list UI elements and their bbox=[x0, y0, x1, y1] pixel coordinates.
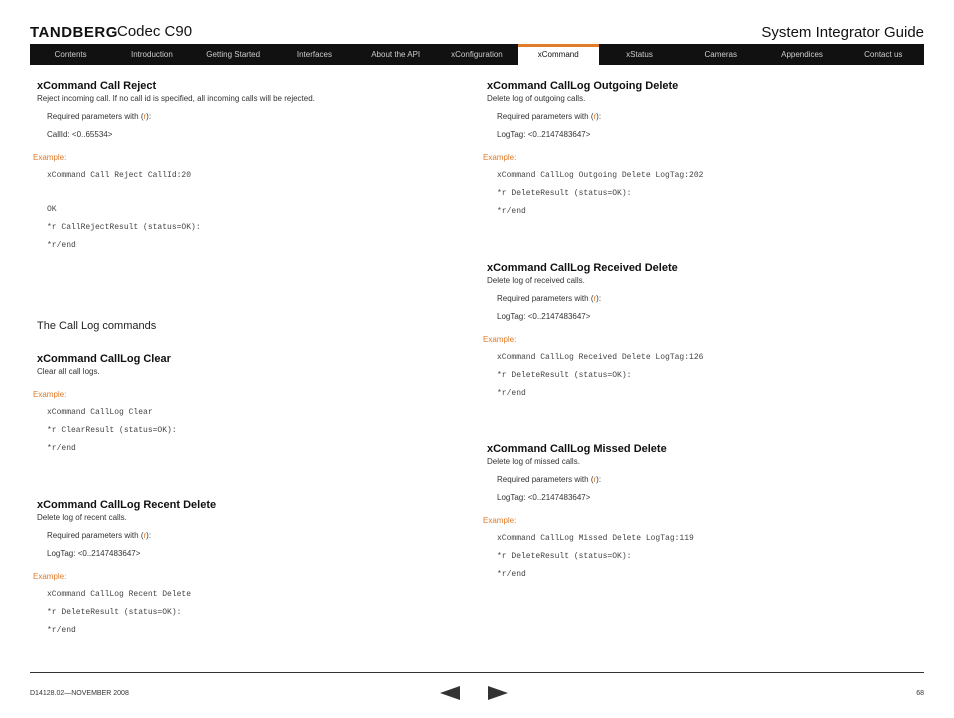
nav-contact[interactable]: Contact us bbox=[864, 50, 903, 59]
example-label: Example: bbox=[33, 390, 67, 399]
param: LogTag: <0..2147483647> bbox=[497, 130, 591, 139]
group-title: The Call Log commands bbox=[37, 320, 157, 332]
code-line: xCommand CallLog Missed Delete LogTag:119 bbox=[497, 534, 694, 543]
param: CallId: <0..65534> bbox=[47, 130, 113, 139]
example-label: Example: bbox=[483, 516, 517, 525]
section-calllog-recent bbox=[33, 499, 467, 635]
code-line: *r DeleteResult (status=OK): bbox=[497, 189, 632, 198]
code-line: xCommand CallLog Recent Delete bbox=[47, 590, 192, 599]
prev-page-arrow-icon[interactable] bbox=[440, 686, 460, 700]
section-calllog-missed bbox=[483, 443, 917, 579]
code-line: *r/end bbox=[497, 207, 526, 216]
product-name: Codec C90 bbox=[117, 23, 193, 40]
top-nav bbox=[30, 44, 924, 65]
example-label: Example: bbox=[33, 572, 67, 581]
param: LogTag: <0..2147483647> bbox=[497, 493, 591, 502]
next-page-arrow-icon[interactable] bbox=[488, 686, 508, 700]
section-desc: Delete log of outgoing calls. bbox=[487, 94, 586, 103]
guide-title: System Integrator Guide bbox=[761, 24, 924, 41]
nav-about-api[interactable]: About the API bbox=[371, 50, 421, 59]
nav-interfaces[interactable]: Interfaces bbox=[296, 50, 332, 59]
section-title: xCommand Call Reject bbox=[37, 80, 157, 92]
nav-getting-started[interactable]: Getting Started bbox=[206, 50, 261, 59]
example-label: Example: bbox=[483, 335, 517, 344]
nav-cameras[interactable]: Cameras bbox=[704, 50, 737, 59]
param: LogTag: <0..2147483647> bbox=[47, 549, 141, 558]
section-desc: Delete log of received calls. bbox=[487, 276, 585, 285]
section-calllog-clear bbox=[33, 353, 467, 453]
code-line: xCommand CallLog Outgoing Delete LogTag:202 bbox=[497, 171, 704, 180]
section-calllog-outgoing bbox=[483, 80, 917, 216]
required-params: Required parameters with (r): bbox=[47, 112, 152, 121]
example-label: Example: bbox=[483, 153, 517, 162]
footer-divider bbox=[30, 672, 924, 673]
section-calllog-received bbox=[483, 262, 917, 398]
required-params: Required parameters with (r): bbox=[497, 475, 602, 484]
code-line: OK bbox=[47, 205, 57, 214]
code-line: *r DeleteResult (status=OK): bbox=[47, 608, 182, 617]
code-line: *r/end bbox=[497, 389, 526, 398]
section-desc: Clear all call logs. bbox=[37, 367, 100, 376]
code-line: *r/end bbox=[47, 241, 76, 250]
nav-appendices[interactable]: Appendices bbox=[781, 50, 823, 59]
section-desc: Delete log of recent calls. bbox=[37, 513, 127, 522]
required-params: Required parameters with (r): bbox=[497, 112, 602, 121]
section-call-reject bbox=[33, 80, 467, 250]
nav-introduction[interactable]: Introduction bbox=[130, 50, 173, 59]
example-label: Example: bbox=[33, 153, 67, 162]
section-desc: Reject incoming call. If no call id is specified, all incoming calls will be rejected. bbox=[37, 94, 315, 103]
required-params: Required parameters with (r): bbox=[497, 294, 602, 303]
code-line: *r/end bbox=[47, 444, 76, 453]
nav-contents[interactable]: Contents bbox=[54, 50, 87, 59]
param: LogTag: <0..2147483647> bbox=[497, 312, 591, 321]
code-line: xCommand CallLog Received Delete LogTag:126 bbox=[497, 353, 704, 362]
section-title: xCommand CallLog Received Delete bbox=[487, 262, 678, 274]
page-number: 68 bbox=[916, 690, 924, 697]
nav-xstatus[interactable]: xStatus bbox=[626, 50, 653, 59]
code-line: *r DeleteResult (status=OK): bbox=[497, 552, 632, 561]
code-line: *r CallRejectResult (status=OK): bbox=[47, 223, 201, 232]
doc-id: D14128.02—NOVEMBER 2008 bbox=[30, 690, 129, 697]
code-line: xCommand CallLog Clear bbox=[47, 408, 153, 417]
section-title: xCommand CallLog Clear bbox=[37, 353, 171, 365]
section-title: xCommand CallLog Missed Delete bbox=[487, 443, 667, 455]
code-line: *r DeleteResult (status=OK): bbox=[497, 371, 632, 380]
nav-xcommand[interactable]: xCommand bbox=[518, 44, 599, 65]
code-line: *r/end bbox=[497, 570, 526, 579]
nav-xconfiguration[interactable]: xConfiguration bbox=[451, 50, 503, 59]
code-line: *r ClearResult (status=OK): bbox=[47, 426, 177, 435]
section-title: xCommand CallLog Recent Delete bbox=[37, 499, 217, 511]
brand-logo: TANDBERG bbox=[30, 24, 118, 41]
required-params: Required parameters with (r): bbox=[47, 531, 152, 540]
section-title: xCommand CallLog Outgoing Delete bbox=[487, 80, 679, 92]
code-line: xCommand Call Reject CallId:20 bbox=[47, 171, 192, 180]
section-desc: Delete log of missed calls. bbox=[487, 457, 580, 466]
code-line: *r/end bbox=[47, 626, 76, 635]
